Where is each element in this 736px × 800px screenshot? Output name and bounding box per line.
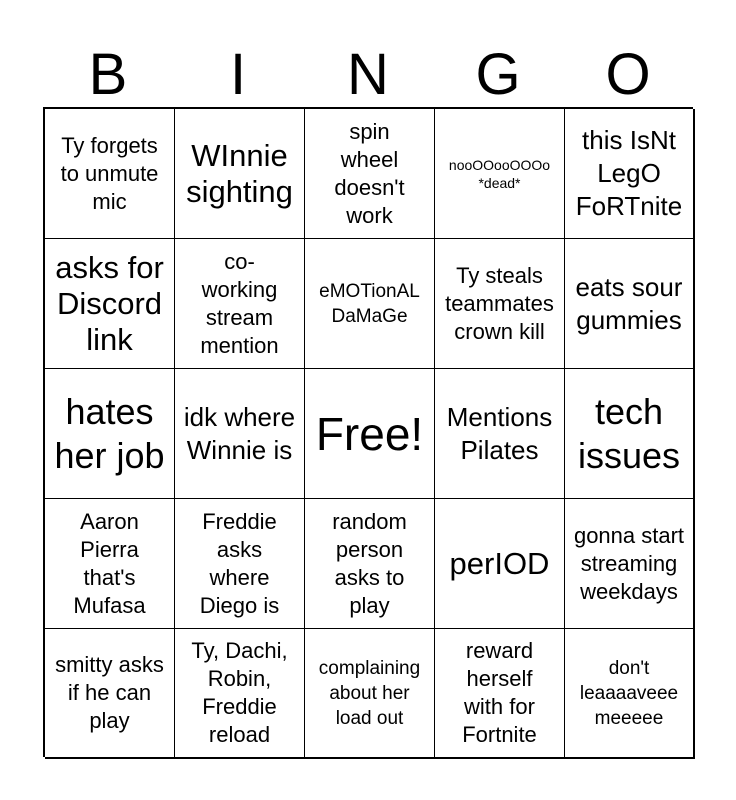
- bingo-cell[interactable]: [565, 239, 695, 369]
- cell-text: reward herself with for Fortnite: [462, 638, 537, 747]
- cell-text: idk where Winnie is: [183, 401, 296, 465]
- cell-text: random person asks to play: [332, 508, 407, 618]
- cell-text: Free!: [315, 407, 424, 460]
- cell-text: nooOOooOOOo *dead*: [448, 156, 551, 191]
- cell-text: Mentions Pilates: [446, 401, 553, 465]
- bingo-cell[interactable]: [435, 109, 565, 239]
- bingo-cell[interactable]: [435, 629, 565, 759]
- bingo-cell[interactable]: [565, 109, 695, 239]
- bingo-cell[interactable]: [435, 369, 565, 499]
- bingo-cell[interactable]: [175, 629, 305, 759]
- bingo-cell[interactable]: [175, 239, 305, 369]
- cell-text: Ty, Dachi, Robin, Freddie reload: [191, 638, 288, 747]
- cell-text: perIOD: [449, 545, 550, 581]
- header-letter-i: I: [229, 42, 247, 107]
- cell-text: WInnie sighting: [186, 137, 293, 209]
- bingo-cell[interactable]: [45, 369, 175, 499]
- bingo-header: [43, 42, 693, 108]
- bingo-cell[interactable]: [305, 629, 435, 759]
- cell-text: eats sour gummies: [575, 271, 683, 335]
- bingo-cell[interactable]: [305, 239, 435, 369]
- bingo-cell[interactable]: [435, 499, 565, 629]
- cell-text: complaining about her load out: [318, 657, 421, 729]
- bingo-cell[interactable]: [305, 499, 435, 629]
- bingo-cell[interactable]: [565, 629, 695, 759]
- cell-text: Ty steals teammates crown kill: [445, 262, 554, 344]
- bingo-cell[interactable]: [435, 239, 565, 369]
- bingo-cell[interactable]: [45, 109, 175, 239]
- cell-text: asks for Discord link: [55, 249, 164, 357]
- header-letter-o: O: [605, 42, 651, 107]
- cell-text: Ty forgets to unmute mic: [60, 132, 159, 214]
- cell-text: don't leaaaaveee meeeee: [579, 657, 679, 729]
- bingo-cell[interactable]: [45, 499, 175, 629]
- cell-text: gonna start streaming weekdays: [573, 522, 685, 604]
- bingo-cell[interactable]: [175, 499, 305, 629]
- cell-text: co-working stream mention: [200, 248, 279, 358]
- bingo-cell[interactable]: [565, 499, 695, 629]
- bingo-cell[interactable]: [45, 629, 175, 759]
- bingo-cell[interactable]: [45, 239, 175, 369]
- bingo-cell[interactable]: [175, 369, 305, 499]
- free-space[interactable]: [305, 369, 435, 499]
- bingo-cell[interactable]: [305, 109, 435, 239]
- cell-text: smitty asks if he can play: [55, 652, 164, 733]
- cell-text: Aaron Pierra that's Mufasa: [73, 508, 146, 618]
- header-letter-n: N: [347, 42, 389, 107]
- header-letter-g: G: [475, 42, 521, 107]
- cell-text: tech issues: [577, 390, 681, 476]
- bingo-cell[interactable]: [565, 369, 695, 499]
- cell-text: spin wheel doesn't work: [334, 118, 405, 228]
- bingo-cell[interactable]: [175, 109, 305, 239]
- bingo-grid: [43, 107, 693, 757]
- header-letter-b: B: [88, 42, 128, 107]
- cell-text: eMOTionAL DaMaGe: [319, 280, 420, 327]
- cell-text: Freddie asks where Diego is: [199, 508, 280, 618]
- cell-text: this IsNt LegO FoRTnite: [575, 125, 683, 221]
- cell-text: hates her job: [54, 390, 165, 476]
